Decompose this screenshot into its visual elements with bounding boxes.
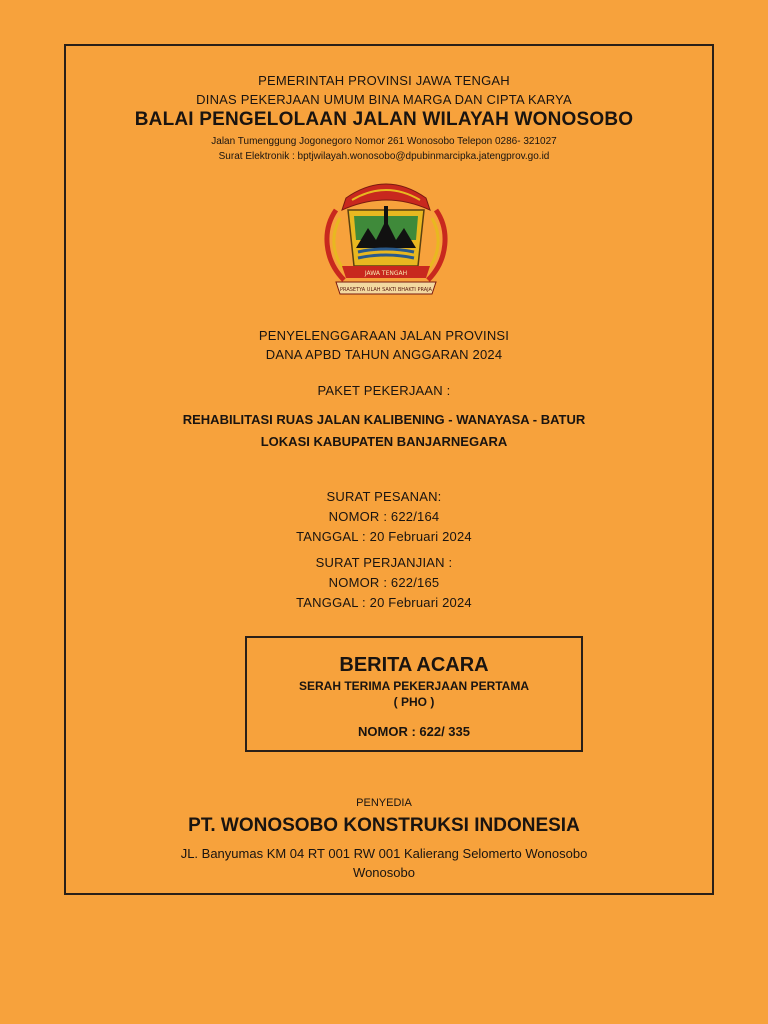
program-line-2: DANA APBD TAHUN ANGGARAN 2024: [265, 347, 503, 362]
berita-acara-subtitle: SERAH TERIMA PEKERJAAN PERTAMA: [298, 679, 529, 693]
surat-pesanan-nomor: NOMOR : 622/164: [328, 509, 440, 524]
berita-acara-box: [245, 636, 583, 752]
berita-acara-title: BERITA ACARA: [339, 654, 489, 676]
surat-perjanjian-tanggal: TANGGAL : 20 Februari 2024: [296, 595, 472, 610]
berita-acara-nomor: NOMOR : 622/ 335: [358, 724, 470, 739]
penyedia-address-1: JL. Banyumas KM 04 RT 001 RW 001 Kalierang Selomerto Wonosobo: [180, 846, 588, 861]
surat-pesanan-tanggal: TANGGAL : 20 Februari 2024: [296, 529, 472, 544]
surat-perjanjian-nomor: NOMOR : 622/165: [328, 575, 440, 590]
surat-perjanjian-label: SURAT PERJANJIAN :: [315, 555, 453, 570]
paket-lokasi: LOKASI KABUPATEN BANJARNEGARA: [260, 434, 508, 449]
emblem-ribbon-text: JAWA TENGAH: [364, 270, 408, 277]
header-email: Surat Elektronik : bptjwilayah.wonosobo@dpubinmarcipka.jatengprov.go.id: [218, 151, 550, 162]
penyedia-company: PT. WONOSOBO KONSTRUKSI INDONESIA: [188, 815, 580, 836]
header-office-name: BALAI PENGELOLAAN JALAN WILAYAH WONOSOBO: [134, 109, 634, 130]
header-address: Jalan Tumenggung Jogonegoro Nomor 261 Wonosobo Telepon 0286- 321027: [211, 136, 557, 147]
emblem-motto-text: PRASETYA ULAH SAKTI BHAKTI PRAJA: [340, 287, 432, 293]
paket-name: REHABILITASI RUAS JALAN KALIBENING - WANAYASA - BATUR: [182, 412, 586, 427]
penyedia-address-2: Wonosobo: [353, 865, 415, 880]
paket-label: PAKET PEKERJAAN :: [317, 383, 451, 398]
jawa-tengah-emblem-icon: [318, 170, 454, 302]
header-line-2: DINAS PEKERJAAN UMUM BINA MARGA DAN CIPTA KARYA: [196, 92, 572, 107]
header-line-1: PEMERINTAH PROVINSI JAWA TENGAH: [258, 73, 510, 88]
program-line-1: PENYELENGGARAAN JALAN PROVINSI: [258, 328, 510, 343]
berita-acara-abbr: ( PHO ): [393, 695, 435, 709]
surat-pesanan-label: SURAT PESANAN:: [326, 489, 442, 504]
penyedia-label: PENYEDIA: [356, 797, 412, 809]
